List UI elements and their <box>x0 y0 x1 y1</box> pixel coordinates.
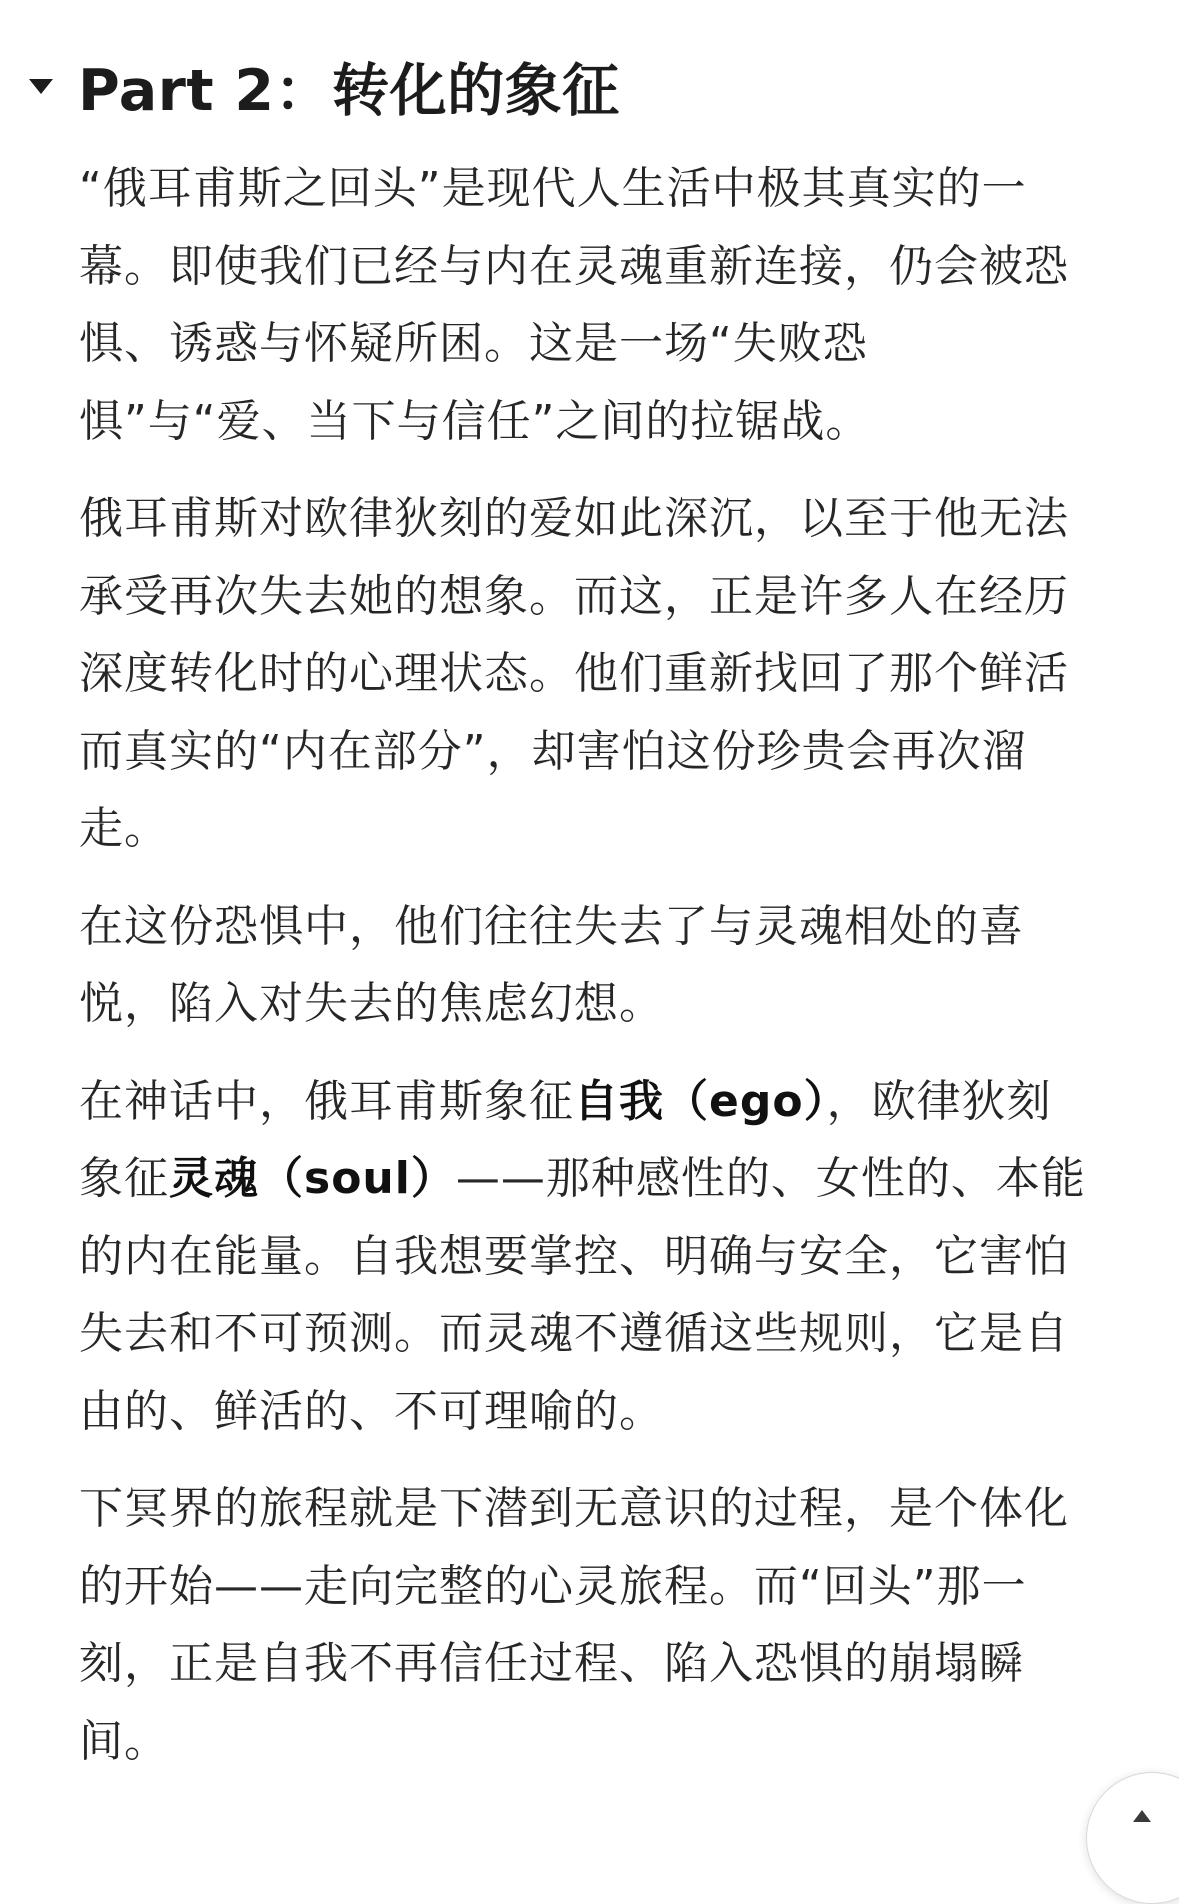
section-content <box>79 150 1089 1800</box>
emphasis-text: 灵魂（soul） <box>169 1153 456 1204</box>
caret-down-icon[interactable] <box>24 69 58 103</box>
paragraph <box>79 150 1089 460</box>
emphasis-text: 自我（ego） <box>574 1075 827 1127</box>
paragraph <box>79 1470 1089 1780</box>
scroll-to-top-button[interactable] <box>1086 1772 1179 1904</box>
paragraph <box>79 480 1089 868</box>
paragraph-text: 下冥界的旅程就是下潜到无意识的过程，是个体化的开始——走向完整的心灵旅程。而“回头”那一刻，正是自我不再信任过程、陷入恐惧的崩塌瞬间。 <box>79 1483 1069 1767</box>
paragraph-text: 在神话中，俄耳甫斯象征 <box>79 1075 574 1127</box>
section-header-toggle[interactable] <box>24 46 620 126</box>
section-title: Part 2：转化的象征 <box>78 58 620 124</box>
paragraph-text: ——那种感性的、女性的、本能的内在能量。自我想要掌控、明确与安全，它害怕失去和不可预测。而灵魂不遵循这些规则，它是自由的、鲜活的、不可理喻的。 <box>79 1153 1086 1437</box>
paragraph-text: “俄耳甫斯之回头”是现代人生活中极其真实的一幕。即使我们已经与内在灵魂重新连接，仍会被恐惧、诱惑与怀疑所困。这是一场“失败恐惧”与“爱、当下与信任”之间的拉锯战。 <box>79 163 1069 447</box>
paragraph-text: 俄耳甫斯对欧律狄刻的爱如此深沉，以至于他无法承受再次失去她的想象。而这，正是许多人在经历深度转化时的心理状态。他们重新找回了那个鲜活而真实的“内在部分”，却害怕这份珍贵会再次溜走。 <box>79 493 1069 854</box>
paragraph <box>79 1063 1089 1451</box>
paragraph <box>79 888 1089 1043</box>
paragraph-text: 在这份恐惧中，他们往往失去了与灵魂相处的喜悦，陷入对失去的焦虑幻想。 <box>79 900 1024 1029</box>
paragraph-text: ，欧律狄刻象征 <box>79 1075 1052 1204</box>
caret-up-icon <box>1132 1809 1152 1823</box>
